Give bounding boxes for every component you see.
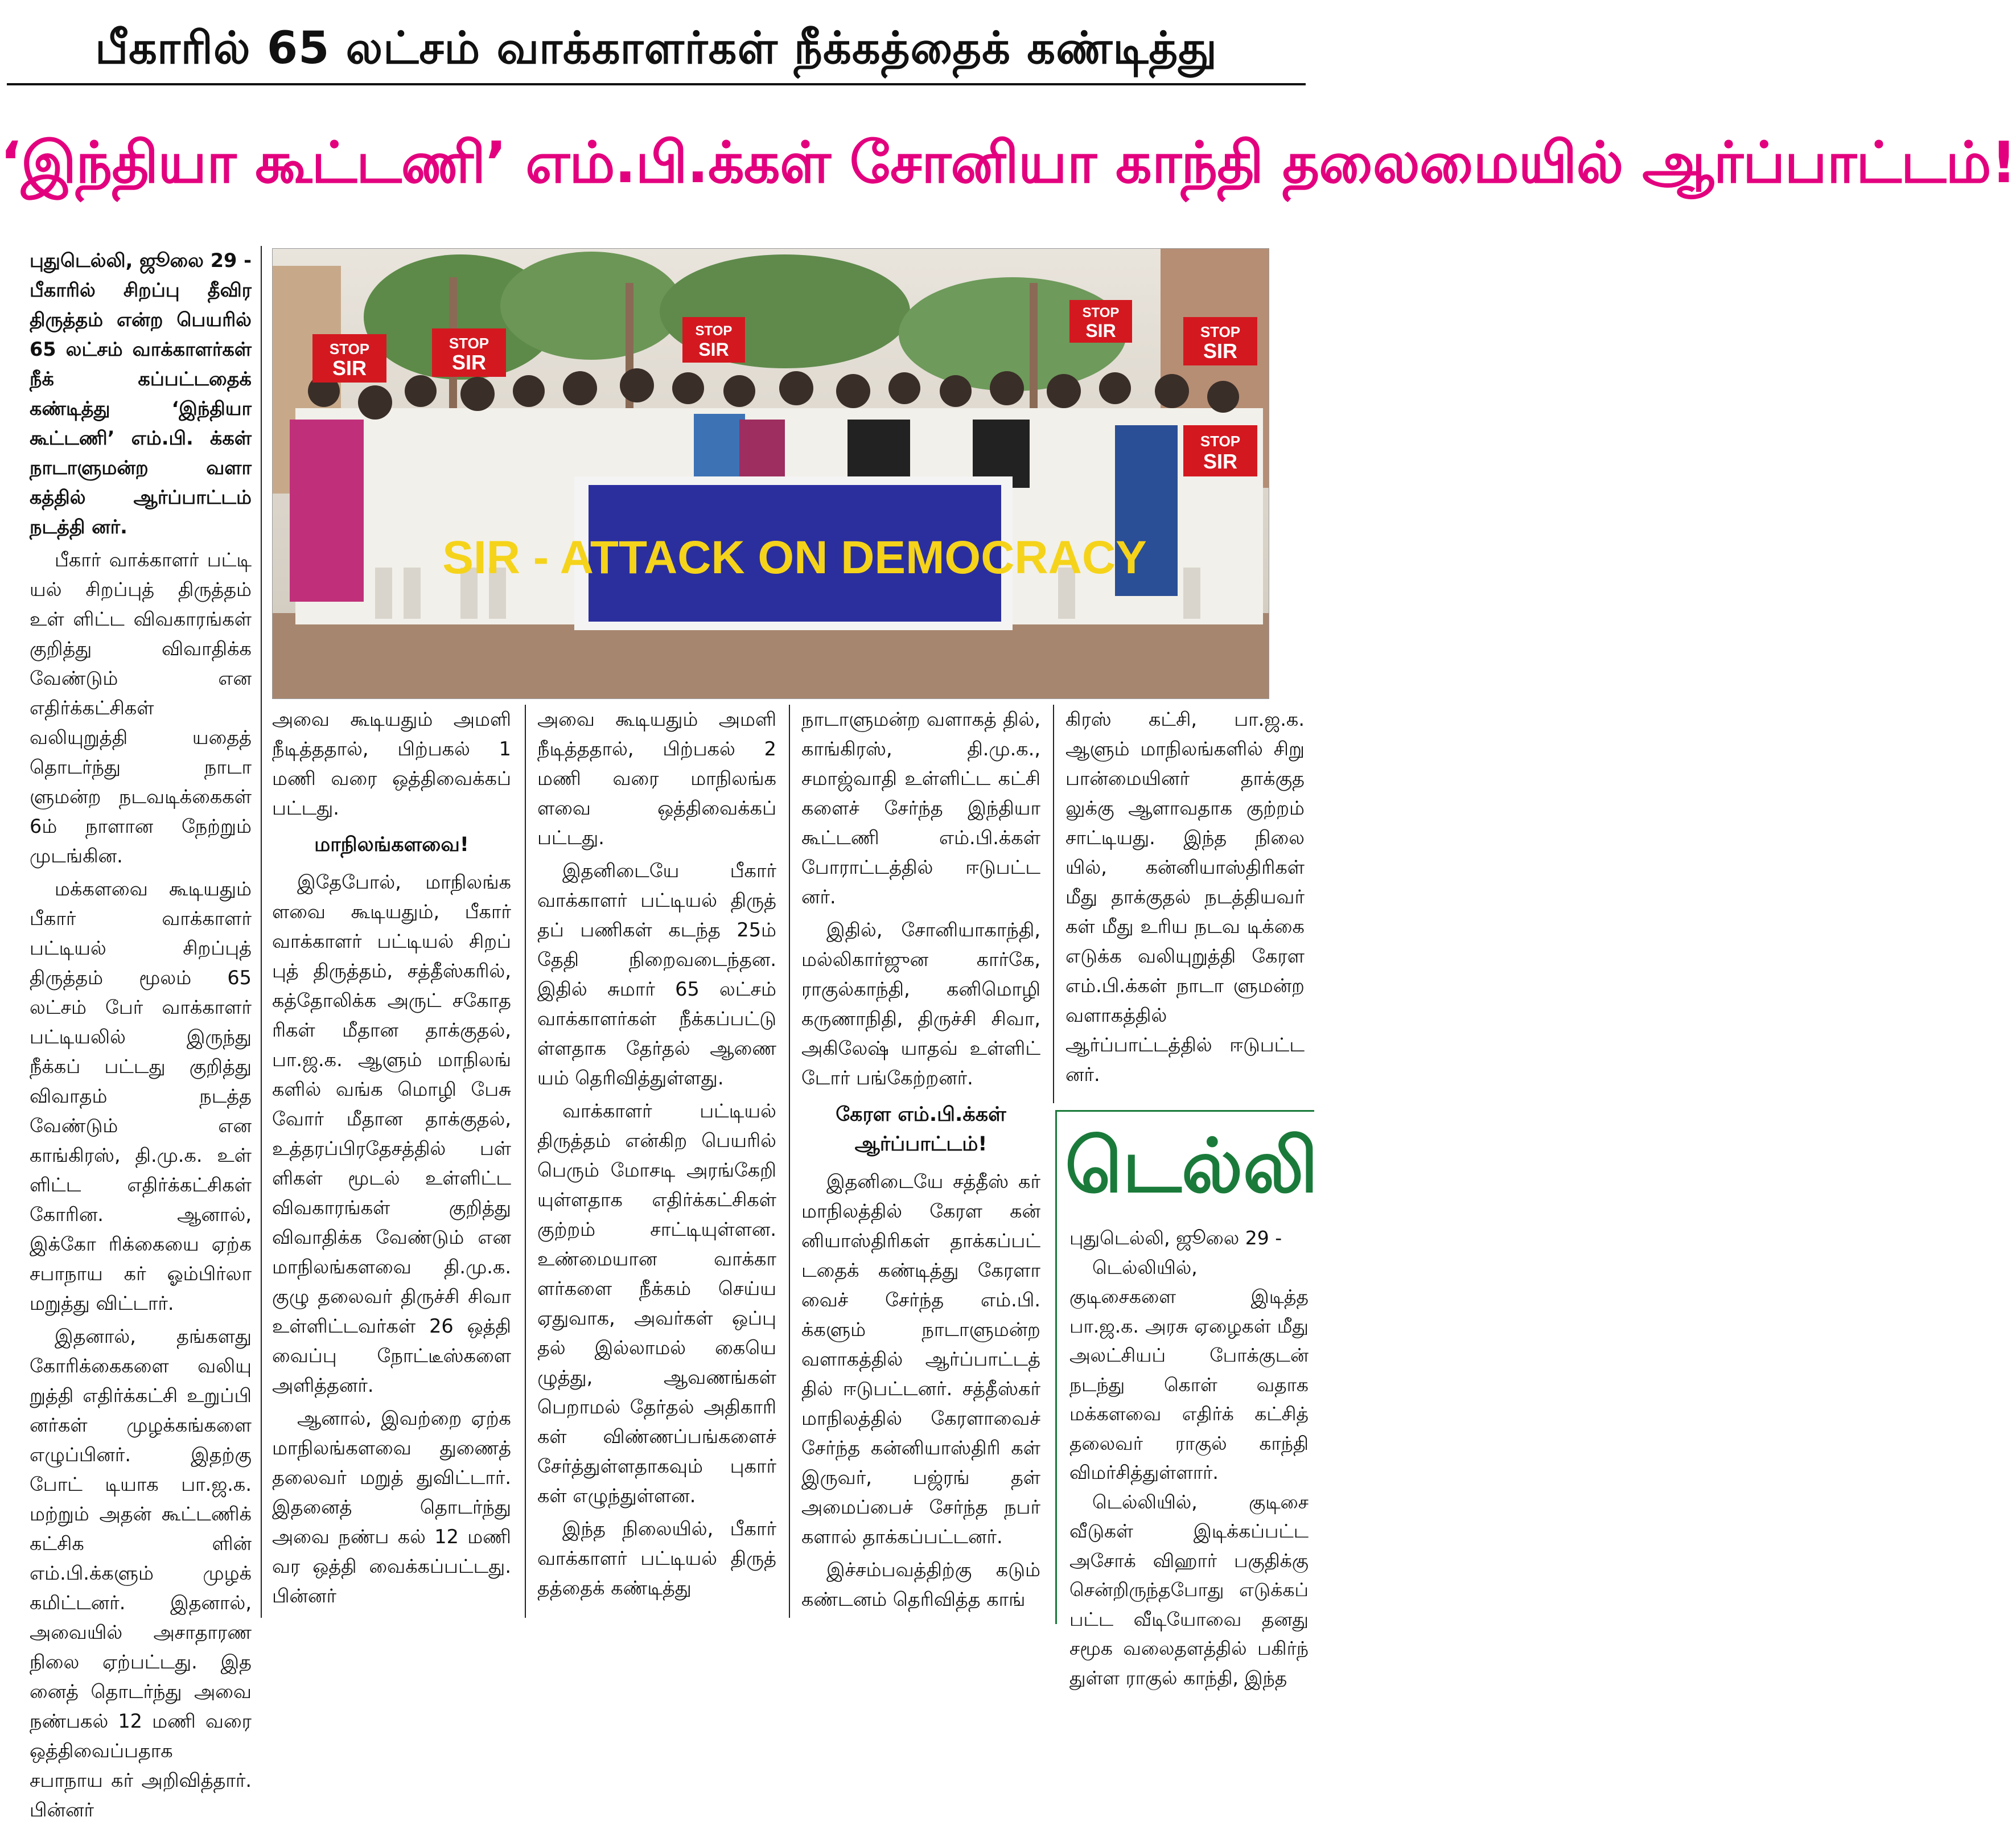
paragraph: அவை கூடியதும் அமளி நீடித்ததால், பிற்பகல் 1 மணி வரை ஒத்திவைக்கப் பட்டது. <box>272 708 511 819</box>
column-3 <box>537 705 776 1618</box>
svg-text:SIR: SIR <box>698 339 729 360</box>
paragraph: டெல்லியில், குடிசைகளை இடித்த பா.ஜ.க. அரசு ஏழைகள் மீது அலட்சியப் போக்குடன் நடந்து கொள் வதாக மக்களவை எதிர்க் கட்சித் தலைவர் ராகுல் காந்தி விமர்சித்துள்ளார். <box>1069 1256 1309 1483</box>
sidebar-dateline: புதுடெல்லி, ஜூலை 29 - <box>1069 1227 1282 1249</box>
column-2 <box>272 705 511 1618</box>
placard <box>312 334 386 383</box>
kicker-headline: பீகாரில் 65 லட்சம் வாக்காளர்கள் நீக்கத்தைக் கண்டித்து <box>95 23 1217 74</box>
subheading: மாநிலங்களவை! <box>314 833 469 856</box>
svg-text:STOP: STOP <box>1200 433 1241 450</box>
paragraph: கிரஸ் கட்சி, பா.ஜ.க. ஆளும் மாநிலங்களில் சிறு பான்மையினர் தாக்குத லுக்கு ஆளாவதாக குற்றம் சாட்டியது. இந்த நிலை யில், கன்னியாஸ்திரிகள் மீது தாக்குதல் நடத்தியவர் கள் மீது உரிய நடவ டிக்கை எடுக்க வலியுறுத்தி கேரள எம்.பி.க்கள் நாடா ளுமன்ற வளாகத்தில் ஆர்ப்பாட்டத்தில் ஈடுபட்ட னர். <box>1065 708 1305 1086</box>
banner-text: SIR - ATTACK ON DEMOCRACY <box>442 532 1147 583</box>
subheading: கேரள எம்.பி.க்கள் ஆர்ப்பாட்டம்! <box>836 1103 1006 1156</box>
sidebar-text <box>1069 1223 1309 1689</box>
column-rule <box>525 705 526 1618</box>
lead-paragraph <box>30 246 252 542</box>
sidebar-delhi <box>1055 1110 1318 1689</box>
paragraph: இச்சம்பவத்திற்கு கடும் கண்டனம் தெரிவித்த காங் <box>801 1559 1040 1610</box>
svg-text:STOP: STOP <box>329 340 370 357</box>
svg-text:STOP: STOP <box>695 323 733 339</box>
paragraph: நாடாளுமன்ற வளாகத் தில், காங்கிரஸ், தி.மு.க., சமாஜ்வாதி உள்ளிட்ட கட்சி களைச் சேர்ந்த இந்தியா கூட்டணி எம்.பி.க்கள் போராட்டத்தில் ஈடுபட்ட னர். <box>801 708 1040 908</box>
paragraph: இந்த நிலையில், பீகார் வாக்காளர் பட்டியல் திருத் தத்தைக் கண்டித்து <box>537 1518 776 1599</box>
paragraph: இதேபோல், மாநிலங்க ளவை கூடியதும், பீகார் வாக்காளர் பட்டியல் சிறப் புத் திருத்தம், சத்தீஸ்கரில், கத்தோலிக்க அருட் சகோத ரிகள் மீதான தாக்குதல், பா.ஜ.க. ஆளும் மாநிலங் களில் வங்க மொழி பேசு வோர் மீதான தாக்குதல், உத்தரப்பிரதேசத்தில் பள் ளிகள் மூடல் உள்ளிட்ட விவகாரங்கள் குறித்து விவாதிக்க வேண்டும் என மாநிலங்களவை தி.மு.க. குழு தலைவர் திருச்சி சிவா உள்ளிட்டவர்கள் 26 ஒத்தி வைப்பு நோட்டீஸ்களை அளித்தனர். <box>272 871 511 1396</box>
column-rule <box>789 705 790 1618</box>
column-4 <box>801 705 1040 1618</box>
paragraph: இதில், சோனியாகாந்தி, மல்லிகார்ஜுன கார்கே, ராகுல்காந்தி, கனிமொழி கருணாநிதி, திருச்சி சிவா, அகிலேஷ் யாதவ் உள்ளிட் டோர் பங்கேற்றனர். <box>801 919 1040 1089</box>
lead-text: பீகாரில் சிறப்பு தீவிர திருத்தம் என்ற பெயரில் 65 லட்சம் வாக்காளர்கள் நீக் கப்பட்டதைக் கண்டித்து ‘இந்தியா கூட்டணி’ எம்.பி. க்கள் நாடாளுமன்ற வளா கத்தில் ஆர்ப்பாட்டம் நடத்தி னர். <box>30 279 252 538</box>
paragraph: ஆனால், இவற்றை ஏற்க மாநிலங்களவை துணைத் தலைவர் மறுத் துவிட்டார். இதனைத் தொடர்ந்து அவை நண்ப கல் 12 மணி வர ஒத்தி வைக்கப்பட்டது. பின்னர் <box>272 1407 511 1607</box>
main-headline: ‘இந்தியா கூட்டணி’ எம்.பி.க்கள் சோனியா காந்தி தலைமையில் ஆர்ப்பாட்டம்! <box>0 129 2016 196</box>
svg-text:STOP: STOP <box>1200 323 1241 340</box>
placard <box>1183 317 1257 365</box>
column-1 <box>30 246 252 1821</box>
dateline: புதுடெல்லி, ஜூலை 29 - <box>30 249 252 272</box>
paragraph: இதனிடையே பீகார் வாக்காளர் பட்டியல் திருத் தப் பணிகள் கடந்த 25ம் தேதி நிறைவடைந்தன. இதில் சுமார் 65 லட்சம் வாக்காளர்கள் நீக்கப்பட்டு ள்ளதாக தேர்தல் ஆணை யம் தெரிவித்துள்ளது. <box>537 860 776 1089</box>
paragraph: இதனிடையே சத்தீஸ் கர் மாநிலத்தில் கேரள கன் னியாஸ்திரிகள் தாக்கப்பட் டதைக் கண்டித்து கேரளா வைச் சேர்ந்த எம்.பி. க்களும் நாடாளுமன்ற வளாகத்தில் ஆர்ப்பாட்டத் தில் ஈடுபட்டனர். சத்தீஸ்கர் மாநிலத்தில் கேரளாவைச் சேர்ந்த கன்னியாஸ்திரி கள் இருவர், பஜ்ரங் தள் அமைப்பைச் சேர்ந்த நபர் களால் தாக்கப்பட்டனர். <box>801 1170 1040 1548</box>
svg-text:STOP: STOP <box>1082 305 1120 320</box>
svg-text:STOP: STOP <box>449 335 489 352</box>
placard <box>432 328 506 377</box>
sidebar-title: டெல்லி <box>1065 1123 1318 1209</box>
svg-text:SIR: SIR <box>1203 339 1238 363</box>
svg-text:SIR: SIR <box>451 351 487 374</box>
paragraph: இதனால், தங்களது கோரிக்கைகளை வலியு றுத்தி எதிர்க்கட்சி உறுப்பி னர்கள் முழக்கங்களை எழுப்பினர். இதற்கு போட் டியாக பா.ஜ.க. மற்றும் அதன் கூட்டணிக் கட்சிக ளின் எம்.பி.க்களும் முழக் கமிட்டனர். இதனால், அவையில் அசாதாரண நிலை ஏற்பட்டது. இத னைத் தொடர்ந்து அவை நண்பகல் 12 மணி வரை ஒத்திவைப்பதாக சபாநாய கர் அறிவித்தார். பின்னர் <box>30 1325 252 1821</box>
svg-text:SIR: SIR <box>1203 450 1238 473</box>
placard <box>1069 300 1132 343</box>
placard <box>1183 425 1257 476</box>
kicker-rule <box>7 83 1306 85</box>
placard <box>682 317 745 363</box>
paragraph: பீகார் வாக்காளர் பட்டி யல் சிறப்புத் திருத்தம் உள் ளிட்ட விவகாரங்கள் குறித்து விவாதிக்க வேண்டும் என எதிர்க்கட்சிகள் வலியுறுத்தி யதைத் தொடர்ந்து நாடா ளுமன்ற நடவடிக்கைகள் 6ம் நாளான நேற்றும் முடங்கின. <box>30 549 252 867</box>
svg-text:SIR: SIR <box>332 356 367 380</box>
protest-photo <box>272 248 1269 699</box>
paragraph: மக்களவை கூடியதும் பீகார் வாக்காளர் பட்டியல் சிறப்புத் திருத்தம் மூலம் 65 லட்சம் பேர் வாக்காளர் பட்டியலில் இருந்து நீக்கப் பட்டது குறித்து விவாதம் நடத்த வேண்டும் என காங்கிரஸ், தி.மு.க. உள் ளிட்ட எதிர்க்கட்சிகள் கோரின. ஆனால், இக்கோ ரிக்கையை ஏற்க சபாநாய கர் ஓம்பிர்லா மறுத்து விட்டார். <box>30 878 252 1314</box>
column-rule <box>261 246 262 1618</box>
paragraph: டெல்லியில், குடிசை வீடுகள் இடிக்கப்பட்ட அசோக் விஹார் பகுதிக்கு சென்றிருந்தபோது எடுக்கப் பட்ட வீடியோவை தனது சமூக வலைதளத்தில் பகிர்ந் துள்ள ராகுல் காந்தி, இந்த <box>1069 1490 1309 1689</box>
paragraph: அவை கூடியதும் அமளி நீடித்ததால், பிற்பகல் 2 மணி வரை மாநிலங்க ளவை ஒத்திவைக்கப் பட்டது. <box>537 708 776 849</box>
svg-text:SIR: SIR <box>1085 320 1116 341</box>
column-5 <box>1065 705 1305 1092</box>
paragraph: வாக்காளர் பட்டியல் திருத்தம் என்கிற பெயரில் பெரும் மோசடி அரங்கேறி யுள்ளதாக எதிர்க்கட்சிகள் குற்றம் சாட்டியுள்ளன. உண்மையான வாக்கா ளர்களை நீக்கம் செய்ய ஏதுவாக, அவர்கள் ஒப்பு தல் இல்லாமல் கையெ ழுத்து, ஆவணங்கள் பெறாமல் தேர்தல் அதிகாரி கள் விண்ணப்பங்களைச் சேர்த்துள்ளதாகவும் புகார் கள் எழுந்துள்ளன. <box>537 1100 776 1507</box>
column-rule <box>1053 705 1054 1103</box>
